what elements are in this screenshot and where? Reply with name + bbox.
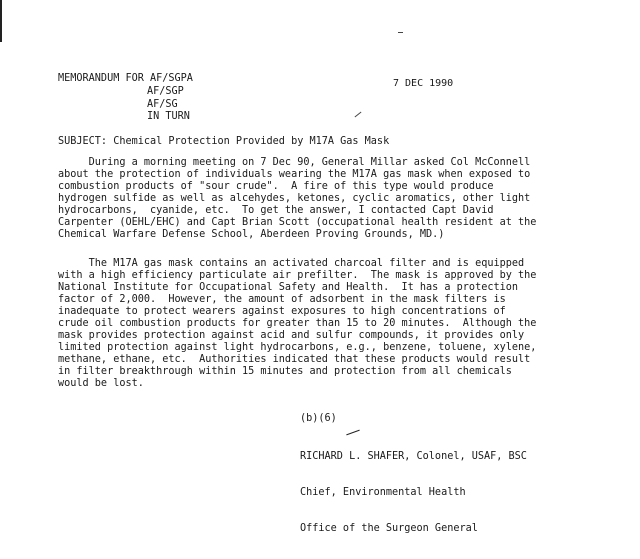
paragraph-2 <box>58 258 537 390</box>
paragraph-2-line: would be lost. <box>58 378 144 389</box>
paragraph-2-line: The M17A gas mask contains an activated charcoal filter and is equipped <box>58 258 525 269</box>
paragraph-1-line: Carpenter (OEHL/EHC) and Capt Brian Scott (occupational health resident at the <box>58 217 537 228</box>
paragraph-2-line: factor of 2,000. However, the amount of adsorbent in the mask filters is <box>58 294 506 305</box>
paragraph-1 <box>58 157 537 241</box>
paragraph-2-line: limited protection against light hydrocarbons, e.g., benzene, toluene, xylene, <box>58 342 537 353</box>
paragraph-1-line: During a morning meeting on 7 Dec 90, General Millar asked Col McConnell <box>58 157 531 168</box>
paragraph-2-line: with a high efficiency particulate air prefilter. The mask is approved by the <box>58 270 537 281</box>
redaction-code: (b)(6) <box>300 413 337 424</box>
paragraph-1-line: hydrogen sulfide as well as alcehydes, ketones, cyclic aromatics, other light <box>58 193 531 204</box>
paragraph-1-line: about the protection of individuals wearing the M17A gas mask when exposed to <box>58 169 531 180</box>
paragraph-1-line: Chemical Warfare Defense School, Aberdeen Proving Grounds, MD.) <box>58 229 445 240</box>
addressee-2: AF/SG <box>147 99 178 110</box>
margin-mark <box>0 0 2 42</box>
signature-block <box>300 427 527 559</box>
paragraph-2-line: National Institute for Occupational Safety and Health. It has a protection <box>58 282 519 293</box>
stray-mark-2 <box>355 112 362 118</box>
memo-for-label: MEMORANDUM FOR AF/SGPA <box>58 73 193 84</box>
signature-title: Chief, Environmental Health <box>300 487 466 498</box>
addressee-1: AF/SGP <box>147 86 184 97</box>
addressee-3: IN TURN <box>147 111 190 122</box>
signature-name: RICHARD L. SHAFER, Colonel, USAF, BSC <box>300 451 527 462</box>
paragraph-2-line: in filter breakthrough within 15 minutes and protection from all chemicals <box>58 366 512 377</box>
paragraph-2-line: methane, ethane, etc. Authorities indicated that these products would result <box>58 354 531 365</box>
paragraph-1-line: combustion products of "sour crude". A fire of this type would produce <box>58 181 494 192</box>
paragraph-2-line: crude oil combustion products for greater than 15 to 20 minutes. Although the <box>58 318 537 329</box>
paragraph-2-line: mask provides protection against acid and sulfur compounds, it provides only <box>58 330 525 341</box>
subject-line: SUBJECT: Chemical Protection Provided by M17A Gas Mask <box>58 136 390 147</box>
stray-mark <box>398 32 403 33</box>
memo-date: 7 DEC 1990 <box>393 78 454 89</box>
paragraph-1-line: hydrocarbons, cyanide, etc. To get the answer, I contacted Capt David <box>58 205 494 216</box>
paragraph-2-line: inadequate to protect wearers against exposures to high concentrations of <box>58 306 506 317</box>
signature-office: Office of the Surgeon General <box>300 523 478 534</box>
